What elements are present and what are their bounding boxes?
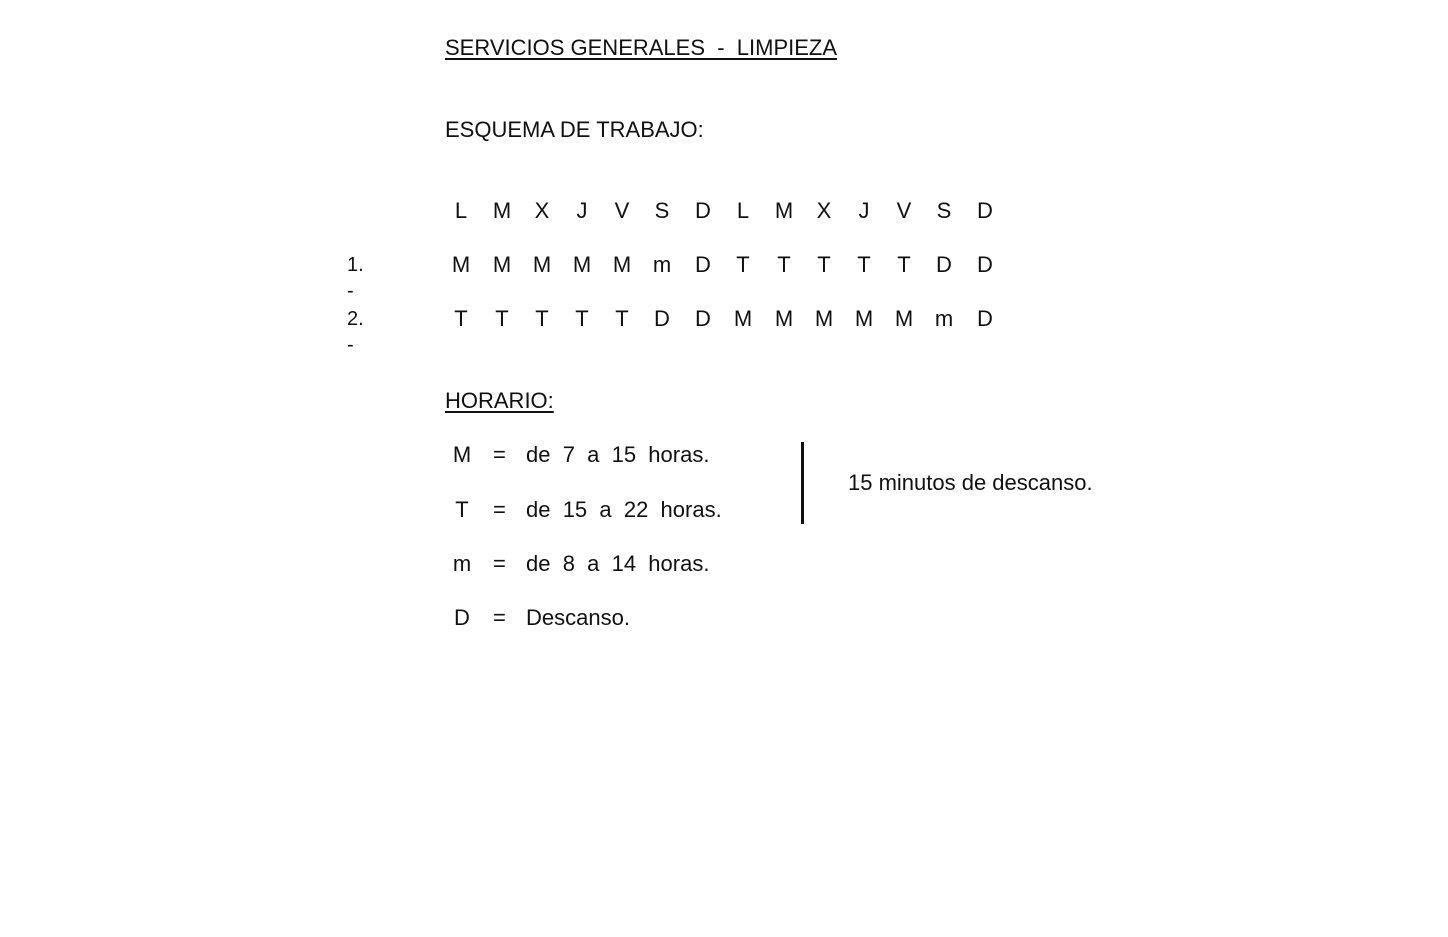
shift-description: Descanso. [526,605,630,630]
shift-code: m [452,551,472,576]
day-header-cell: M [774,198,794,223]
shift-cell: M [451,252,471,277]
shift-cell: D [936,252,952,277]
shift-cell: M [774,306,794,331]
shift-cell: M [733,306,753,331]
shift-cell: M [612,252,632,277]
row-label: 2. - [347,308,364,356]
shift-code: M [452,442,472,467]
shift-cell: T [454,306,468,331]
day-header-cell: J [858,198,870,223]
day-header-cell: V [614,198,630,223]
shift-cell: T [777,252,791,277]
day-header-cell: D [977,198,993,223]
equals-sign: = [493,605,506,630]
break-note: 15 minutos de descanso. [848,470,1093,495]
row-label: 1. - [347,254,364,302]
shift-cell: M [894,306,914,331]
equals-sign: = [493,551,506,576]
day-header-cell: L [454,198,468,223]
equals-sign: = [493,442,506,467]
shift-cell: D [977,306,993,331]
shift-cell: T [615,306,629,331]
horario-heading: HORARIO: [445,388,554,413]
shift-cell: M [814,306,834,331]
day-header-cell: M [492,198,512,223]
shift-cell: D [977,252,993,277]
shift-code: D [454,605,470,630]
schedule-heading: ESQUEMA DE TRABAJO: [445,117,704,142]
shift-cell: T [897,252,911,277]
shift-cell: T [736,252,750,277]
day-header-cell: X [816,198,832,223]
shift-cell: D [654,306,670,331]
day-header-cell: D [695,198,711,223]
bracket-divider [801,442,804,524]
shift-cell: T [817,252,831,277]
shift-cell: m [652,252,672,277]
shift-cell: M [532,252,552,277]
day-header-cell: X [534,198,550,223]
shift-cell: D [695,306,711,331]
shift-cell: m [934,306,954,331]
shift-cell: T [535,306,549,331]
shift-cell: T [857,252,871,277]
shift-cell: M [854,306,874,331]
document-title: SERVICIOS GENERALES - LIMPIEZA [445,35,838,60]
day-header-cell: L [736,198,750,223]
day-header-cell: J [576,198,588,223]
shift-description: de 15 a 22 horas. [526,497,722,522]
shift-cell: M [492,252,512,277]
day-header-cell: V [896,198,912,223]
shift-cell: M [572,252,592,277]
shift-code: T [455,497,469,522]
day-header-cell: S [654,198,670,223]
equals-sign: = [493,497,506,522]
shift-description: de 8 a 14 horas. [526,551,710,576]
day-header-cell: S [936,198,952,223]
shift-cell: T [495,306,509,331]
shift-cell: D [695,252,711,277]
shift-cell: T [575,306,589,331]
shift-description: de 7 a 15 horas. [526,442,710,467]
